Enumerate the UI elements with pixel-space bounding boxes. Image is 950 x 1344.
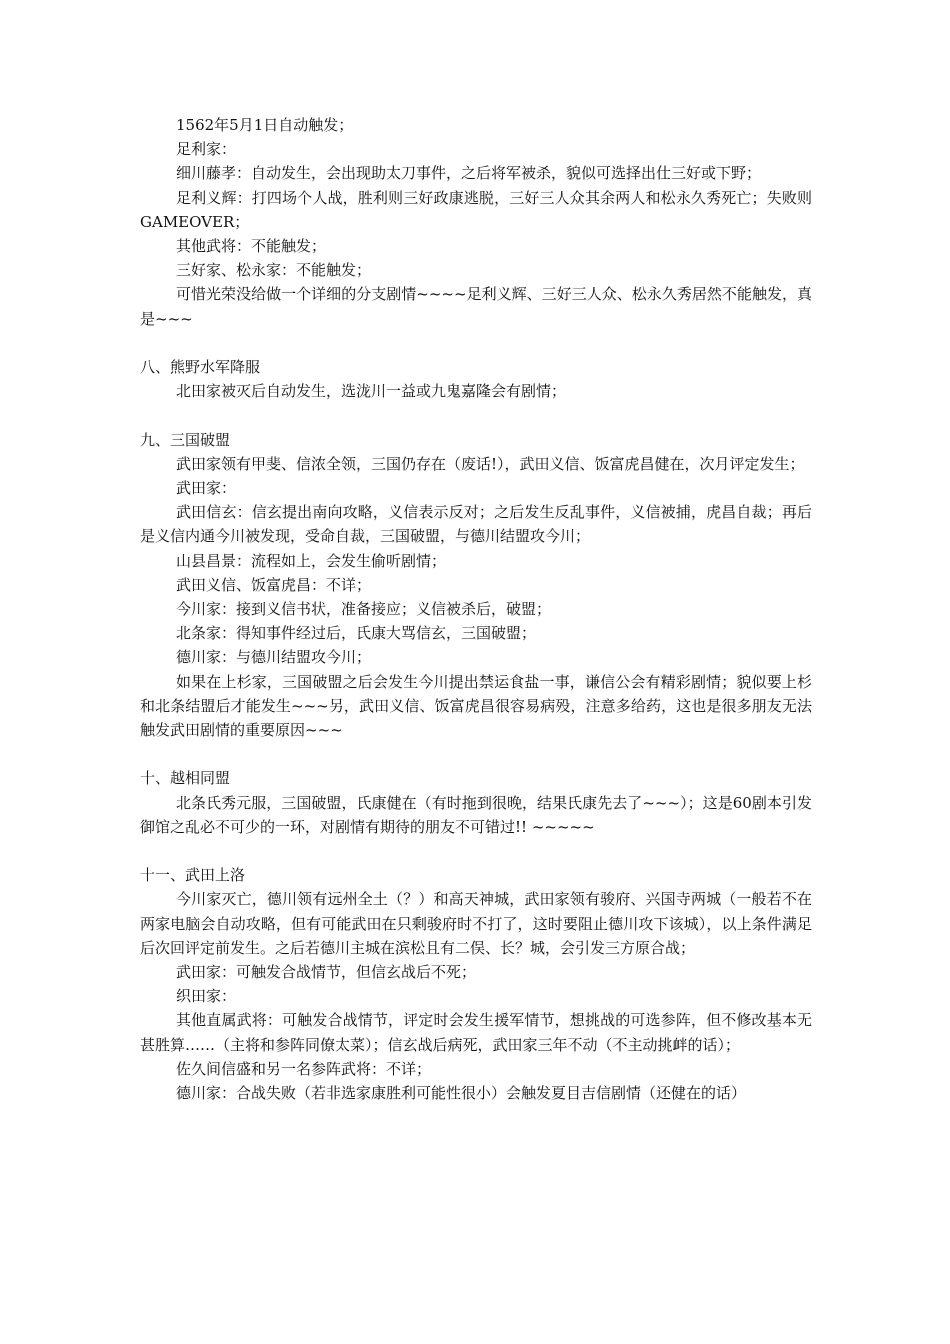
- spacer: [140, 331, 812, 355]
- paragraph: 北田家被灭后自动发生，选泷川一益或九鬼嘉隆会有剧情；: [176, 382, 567, 401]
- paragraph: 织田家：: [176, 987, 237, 1006]
- paragraph: 细川藤孝：自动发生，会出现助太刀事件，之后将军被杀，貌似可选择出仕三好或下野；: [176, 164, 762, 183]
- paragraph: 足利家：: [176, 140, 237, 159]
- paragraph: 其他武将：不能触发；: [176, 237, 327, 256]
- paragraph: 如果在上杉家，三国破盟之后会发生今川提出禁运食盐一事，谦信公会有精彩剧情；貌似要上杉和北条结盟后才能发生~~~另，武田义信、饭富虎昌很容易病殁，注意多给药，这也是很多朋友无法触发武田剧情的重要原因~~~: [140, 672, 812, 740]
- section-heading: 十一、武田上洛: [140, 866, 246, 885]
- paragraph: 北条氏秀元服，三国破盟，氏康健在（有时拖到很晚，结果氏康先去了~~~）；这是60剧本引发御馆之乱必不可少的一环，对剧情有期待的朋友不可错过!! ~~~~~: [140, 793, 812, 836]
- paragraph: 佐久间信盛和另一名参阵武将：不详；: [176, 1059, 432, 1078]
- paragraph: 武田家领有甲斐、信浓全领，三国仍存在（废话!），武田义信、饭富虎昌健在，次月评定发生；: [176, 454, 805, 473]
- paragraph: 山县昌景：流程如上，会发生偷听剧情；: [176, 551, 447, 570]
- spacer: [140, 403, 812, 427]
- document-page: [140, 113, 812, 1105]
- paragraph: 北条家：得知事件经过后，氏康大骂信玄，三国破盟；: [176, 624, 537, 643]
- section-heading: 八、熊野水军降服: [140, 358, 261, 377]
- paragraph: 今川家灭亡，德川领有远州全土（？）和高天神城，武田家领有骏府、兴国寺两城（一般若不在两家电脑会自动攻略，但有可能武田在只剩骏府时不打了，这时要阻止德川攻下该城），以上条件满足后次回评定前发生。之后若德川主城在滨松且有二俣、长？城，会引发三方原合战；: [140, 890, 812, 957]
- paragraph: 其他直属武将：可触发合战情节，评定时会发生援军情节，想挑战的可选参阵，但不修改基本无甚胜算……（主将和参阵同僚太菜）；信玄战后病死，武田家三年不动（不主动挑衅的话）；: [140, 1011, 812, 1054]
- section-heading: 九、三国破盟: [140, 430, 231, 449]
- paragraph: 武田义信、饭富虎昌：不详；: [176, 575, 372, 594]
- paragraph: 今川家：接到义信书状，准备接应；义信被杀后，破盟；: [176, 600, 552, 619]
- spacer: [140, 839, 812, 863]
- paragraph: 武田家：可触发合战情节，但信玄战后不死；: [176, 963, 477, 982]
- paragraph: 三好家、松永家：不能触发；: [176, 261, 372, 280]
- paragraph: 德川家：合战失败（若非选家康胜利可能性很小）会触发夏目吉信剧情（还健在的话）: [176, 1084, 747, 1103]
- paragraph: 可惜光荣没给做一个详细的分支剧情~~~~足利义辉、三好三人众、松永久秀居然不能触发，真是~~~: [140, 285, 812, 328]
- section-heading: 十、越相同盟: [140, 769, 231, 788]
- spacer: [140, 742, 812, 766]
- paragraph: 武田家：: [176, 479, 237, 498]
- paragraph: 德川家：与德川结盟攻今川；: [176, 648, 372, 667]
- paragraph: 武田信玄：信玄提出南向攻略，义信表示反对；之后发生反乱事件，义信被捕，虎昌自裁；再后是义信内通今川被发现，受命自裁，三国破盟，与德川结盟攻今川；: [140, 503, 812, 546]
- paragraph: 1562年5月1日自动触发；: [176, 116, 354, 134]
- paragraph: 足利义辉：打四场个人战，胜利则三好政康逃脱，三好三人众其余两人和松永久秀死亡；失败则GAMEOVER；: [140, 188, 812, 231]
